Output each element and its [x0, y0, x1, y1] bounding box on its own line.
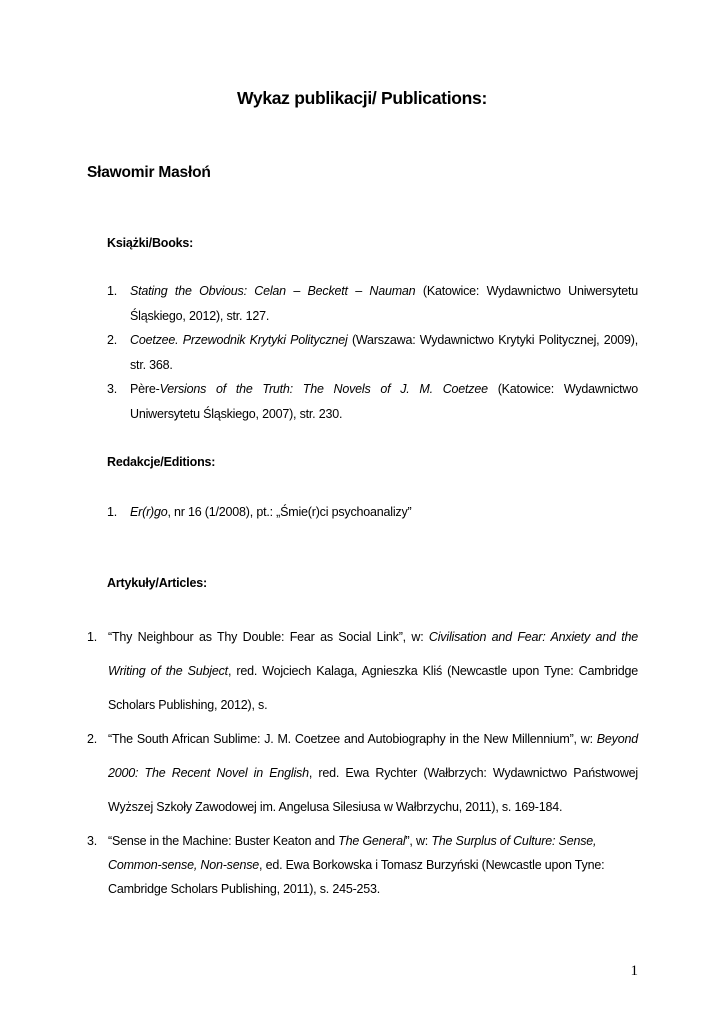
- volume-title: The Surplus of Culture: Sense, Common-sense, Non-sense: [108, 834, 597, 872]
- item-number: 3.: [87, 834, 98, 848]
- page-title: Wykaz publikacji/ Publications:: [236, 88, 488, 108]
- item-number: 1.: [107, 505, 118, 519]
- list-item: [107, 279, 638, 328]
- edition-details: , nr 16 (1/2008), pt.: „Śmie(r)ci psychoanalizy”: [167, 505, 412, 519]
- book-title: Coetzee. Przewodnik Krytyki Politycznej: [130, 333, 348, 347]
- article-separator: ”, w:: [405, 834, 432, 848]
- book-details: (Warszawa: Wydawnictwo Krytyki Politycznej, 2009), str. 368.: [130, 333, 638, 372]
- list-item: [107, 328, 638, 377]
- item-number: 1.: [107, 284, 118, 298]
- list-item: [107, 377, 638, 426]
- volume-title: Civilisation and Fear: Anxiety and the Writing of the Subject: [108, 630, 638, 678]
- editions-heading: Redakcje/Editions:: [107, 455, 216, 469]
- editions-list: [107, 500, 638, 525]
- author-name: Sławomir Masłoń: [87, 164, 211, 181]
- list-item: [87, 829, 638, 901]
- film-title: The General: [338, 834, 406, 848]
- book-title: Versions of the Truth: The Novels of J. M. Coetzee: [159, 382, 488, 396]
- edition-title: Er(r)go: [130, 505, 168, 519]
- books-list: [107, 279, 638, 426]
- article-title: “Sense in the Machine: Buster Keaton and: [108, 834, 339, 848]
- article-details: , ed. Ewa Borkowska i Tomasz Burzyński (Newcastle upon Tyne: Cambridge Scholars Publishing, 2011), s. 245-253.: [108, 858, 605, 896]
- list-item: [107, 500, 638, 525]
- item-number: 1.: [87, 630, 98, 644]
- article-details: , red. Wojciech Kalaga, Agnieszka Kliś (Newcastle upon Tyne: Cambridge Scholars Publishing, 2012), s.: [108, 664, 639, 712]
- volume-title: Beyond 2000: The Recent Novel in English: [108, 732, 638, 780]
- articles-list: [87, 620, 638, 901]
- article-details: , red. Ewa Rychter (Wałbrzych: Wydawnictwo Państwowej Wyższej Szkoły Zawodowej im. Angelusa Silesiusa w Wałbrzychu, 2011), s. 169-184.: [108, 766, 639, 814]
- books-heading: Książki/Books:: [107, 236, 194, 250]
- item-number: 3.: [107, 382, 118, 396]
- page-number: 1: [630, 963, 638, 979]
- book-title-prefix: Père-: [130, 382, 160, 396]
- book-details: (Katowice: Wydawnictwo Uniwersytetu Śląskiego, 2012), str. 127.: [130, 284, 638, 323]
- article-title: “The South African Sublime: J. M. Coetzee and Autobiography in the New Millennium”, w:: [108, 732, 597, 746]
- book-title: Stating the Obvious: Celan – Beckett – Nauman: [130, 284, 416, 298]
- list-item: [87, 620, 638, 722]
- item-number: 2.: [107, 333, 118, 347]
- article-title: “Thy Neighbour as Thy Double: Fear as Social Link”, w:: [108, 630, 429, 644]
- articles-heading: Artykuły/Articles:: [107, 576, 207, 590]
- book-details: (Katowice: Wydawnictwo Uniwersytetu Śląskiego, 2007), str. 230.: [130, 382, 638, 421]
- list-item: [87, 722, 638, 824]
- item-number: 2.: [87, 732, 98, 746]
